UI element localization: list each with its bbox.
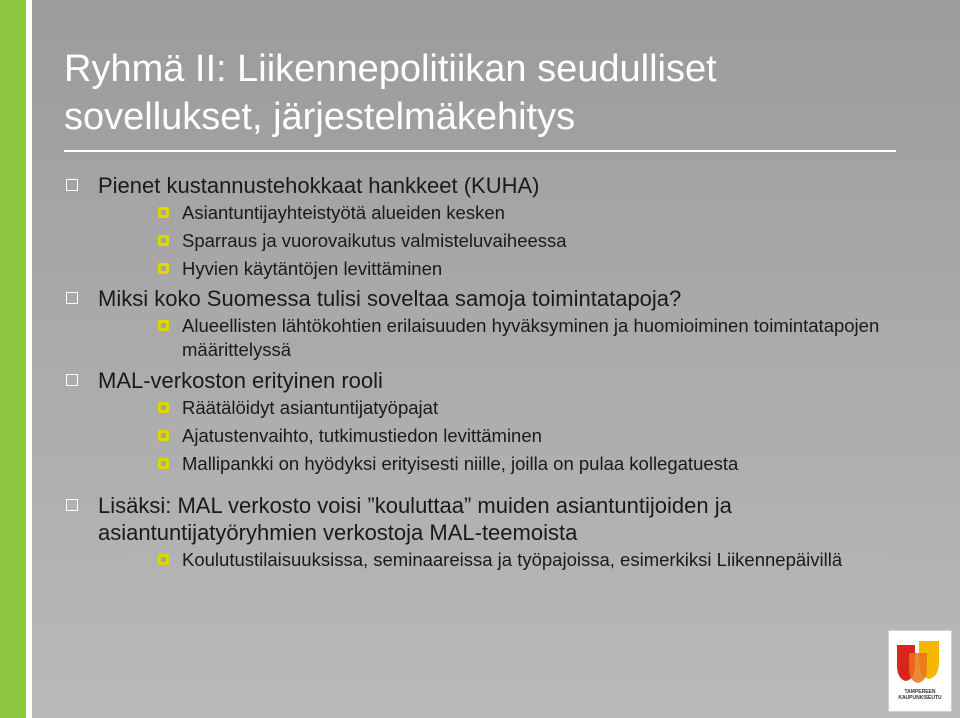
logo-text (889, 689, 951, 701)
sub-bullet-text: Ajatustenvaihto, tutkimustiedon levittäminen (182, 425, 542, 446)
yellow-square-bullet-icon (158, 207, 169, 218)
sub-bullet-text: Koulutustilaisuuksissa, seminaareissa ja työpajoissa, esimerkiksi Liikennepäivillä (182, 549, 843, 570)
logo-text-line2: KAUPUNKISEUTU (898, 695, 942, 701)
bullet-text: MAL-verkoston erityinen rooli (98, 368, 383, 393)
tampereen-kaupunkiseutu-logo (888, 630, 952, 712)
square-bullet-icon (66, 499, 78, 511)
logo-emblem-icon (889, 631, 951, 689)
yellow-square-bullet-icon (158, 402, 169, 413)
sub-bullet-item (64, 257, 934, 281)
bullet-item (64, 492, 934, 546)
sub-bullet-item (64, 314, 934, 362)
bullet-text: Lisäksi: MAL verkosto voisi ”kouluttaa” muiden asiantuntijoiden ja asiantuntijatyöryhmien verkostoja MAL-teemoista (98, 493, 732, 545)
yellow-square-bullet-icon (158, 458, 169, 469)
sub-bullet-text: Alueellisten lähtökohtien erilaisuuden hyväksyminen ja huomioiminen toimintatapojen määrittelyssä (182, 315, 880, 360)
title-divider (64, 150, 896, 152)
sub-bullet-text: Hyvien käytäntöjen levittäminen (182, 258, 443, 279)
sub-bullet-item (64, 229, 934, 253)
bullet-item (64, 367, 934, 394)
sub-bullet-text: Sparraus ja vuorovaikutus valmisteluvaiheessa (182, 230, 567, 251)
yellow-square-bullet-icon (158, 235, 169, 246)
square-bullet-icon (66, 292, 78, 304)
sub-bullet-text: Räätälöidyt asiantuntijatyöpajat (182, 397, 439, 418)
bullet-item (64, 285, 934, 312)
sub-bullet-item (64, 452, 934, 476)
yellow-square-bullet-icon (158, 430, 169, 441)
sub-bullet-item (64, 201, 934, 225)
square-bullet-icon (66, 179, 78, 191)
yellow-square-bullet-icon (158, 554, 169, 565)
logo-text-line1: TAMPEREEN (904, 689, 936, 695)
accent-bar (0, 0, 26, 718)
sub-bullet-text: Mallipankki on hyödyksi erityisesti niille, joilla on pulaa kollegatuesta (182, 453, 739, 474)
bullet-item (64, 172, 934, 199)
yellow-square-bullet-icon (158, 263, 169, 274)
sub-bullet-text: Asiantuntijayhteistyötä alueiden kesken (182, 202, 505, 223)
square-bullet-icon (66, 374, 78, 386)
sub-bullet-item (64, 424, 934, 448)
yellow-square-bullet-icon (158, 320, 169, 331)
bullet-text: Pienet kustannustehokkaat hankkeet (KUHA) (98, 173, 540, 198)
sub-bullet-item (64, 396, 934, 420)
bullet-list (64, 172, 934, 577)
sub-bullet-item (64, 548, 934, 572)
slide-title: Ryhmä II: Liikennepolitiikan seudulliset sovellukset, järjestelmäkehitys (64, 48, 717, 138)
bullet-text: Miksi koko Suomessa tulisi soveltaa samoja toimintatapoja? (98, 286, 682, 311)
spacer (64, 480, 934, 492)
